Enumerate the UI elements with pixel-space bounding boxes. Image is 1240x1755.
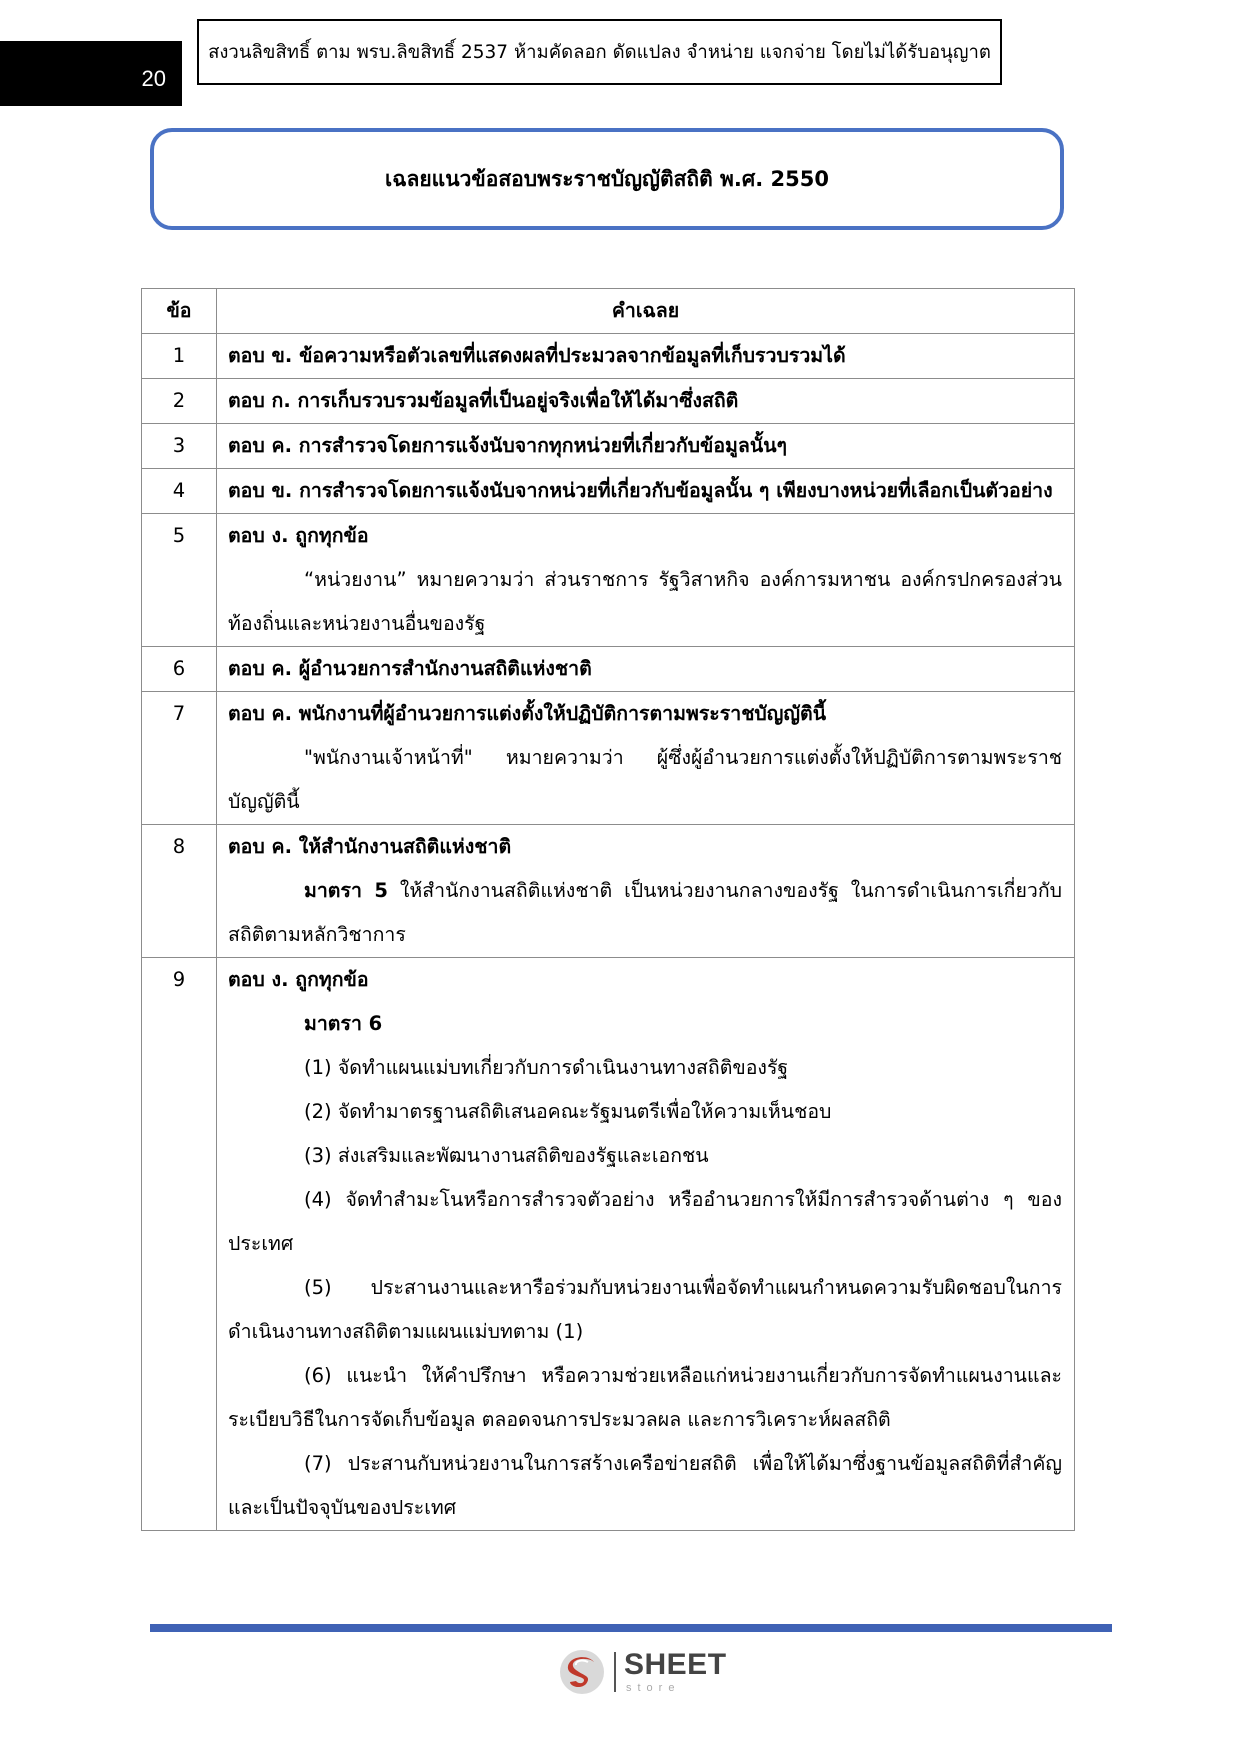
row-number: 8 [142,825,217,958]
list-item: (7) ประสานกับหน่วยงานในการสร้างเครือข่ายสถิติ เพื่อให้ได้มาซึ่งฐานข้อมูลสถิติที่สำคัญและเป็นปัจจุบันของประเทศ [228,1452,1062,1519]
column-header-no: ข้อ [142,289,217,334]
table-header-row [142,289,1075,334]
table-row [142,958,1075,1531]
table-row [142,334,1075,379]
footer-divider [150,1624,1112,1632]
answer-text: ตอบ ค. ให้สำนักงานสถิติแห่งชาติ [228,835,512,858]
answer-text: ตอบ ค. ผู้อำนวยการสำนักงานสถิติแห่งชาติ [217,647,1075,692]
list-item: (4) จัดทำสำมะโนหรือการสำรวจตัวอย่าง หรืออำนวยการให้มีการสำรวจด้านต่าง ๆ ของประเทศ [228,1188,1062,1255]
list-item: (3) ส่งเสริมและพัฒนางานสถิติของรัฐและเอกชน [304,1144,709,1167]
table-row [142,825,1075,958]
section-label: มาตรา 6 [304,1012,383,1035]
page-number-tab [0,41,182,106]
list-item: (2) จัดทำมาตรฐานสถิติเสนอคณะรัฐมนตรีเพื่อให้ความเห็นชอบ [304,1100,832,1123]
logo-separator [614,1652,616,1692]
answer-text: ตอบ ค. การสำรวจโดยการแจ้งนับจากทุกหน่วยที่เกี่ยวกับข้อมูลนั้นๆ [217,424,1075,469]
column-header-answer: คำเฉลย [217,289,1075,334]
table-row [142,379,1075,424]
row-number: 2 [142,379,217,424]
table-row [142,647,1075,692]
document-title: เฉลยแนวข้อสอบพระราชบัญญัติสถิติ พ.ศ. 2550 [150,128,1064,230]
answer-text: ตอบ ก. การเก็บรวบรวมข้อมูลที่เป็นอยู่จริงเพื่อให้ได้มาซึ่งสถิติ [217,379,1075,424]
answer-text: ตอบ ข. ข้อความหรือตัวเลขที่แสดงผลที่ประมวลจากข้อมูลที่เก็บรวบรวมได้ [217,334,1075,379]
row-number: 3 [142,424,217,469]
copyright-notice: สงวนลิขสิทธิ์ ตาม พรบ.ลิขสิทธิ์ 2537 ห้ามคัดลอก ดัดแปลง จำหน่าย แจกจ่าย โดยไม่ได้รับอนุญาต [197,19,1002,85]
row-number: 9 [142,958,217,1531]
row-number: 7 [142,692,217,825]
logo-s-icon [558,1648,606,1696]
table-row [142,469,1075,514]
section-label: มาตรา 5 [304,879,388,902]
answer-text: ตอบ ค. พนักงานที่ผู้อำนวยการแต่งตั้งให้ปฏิบัติการตามพระราชบัญญัตินี้ [228,702,827,725]
table-row [142,514,1075,647]
section-text: ให้สำนักงานสถิติแห่งชาติ เป็นหน่วยงานกลางของรัฐ ในการดำเนินการเกี่ยวกับสถิติตามหลักวิชาการ [228,879,1063,946]
logo-subtext: store [626,1682,681,1694]
list-item: (6) แนะนำ ให้คำปรึกษา หรือความช่วยเหลือแก่หน่วยงานเกี่ยวกับการจัดทำแผนงานและระเบียบวิธีในการจัดเก็บข้อมูล ตลอดจนการประมวลผล และการวิเคราะห์ผลสถิติ [228,1364,1062,1431]
table-row [142,424,1075,469]
page-number: 20 [141,66,166,91]
answer-table [141,288,1075,1531]
row-number: 1 [142,334,217,379]
row-number: 5 [142,514,217,647]
sheet-store-logo [558,1648,738,1696]
list-item: (5) ประสานงานและหารือร่วมกับหน่วยงานเพื่อจัดทำแผนกำหนดความรับผิดชอบในการดำเนินงานทางสถิติตามแผนแม่บทตาม (1) [228,1276,1062,1343]
answer-note [228,869,1062,957]
answer-note: "พนักงานเจ้าหน้าที่" หมายความว่า ผู้ซึ่งผู้อำนวยการแต่งตั้งให้ปฏิบัติการตามพระราชบัญญัตินี้ [228,746,1062,813]
logo-text: SHEET [624,1648,727,1681]
answer-text: ตอบ ง. ถูกทุกข้อ [228,524,369,547]
row-number: 6 [142,647,217,692]
answer-text: ตอบ ข. การสำรวจโดยการแจ้งนับจากหน่วยที่เกี่ยวกับข้อมูลนั้น ๆ เพียงบางหน่วยที่เลือกเป็นตัวอย่าง [217,469,1075,514]
answer-note: “หน่วยงาน” หมายความว่า ส่วนราชการ รัฐวิสาหกิจ องค์การมหาชน องค์กรปกครองส่วนท้องถิ่นและหน่วยงานอื่นของรัฐ [228,568,1062,635]
answer-text: ตอบ ง. ถูกทุกข้อ [228,968,369,991]
table-row [142,692,1075,825]
list-item: (1) จัดทำแผนแม่บทเกี่ยวกับการดำเนินงานทางสถิติของรัฐ [304,1056,789,1079]
row-number: 4 [142,469,217,514]
